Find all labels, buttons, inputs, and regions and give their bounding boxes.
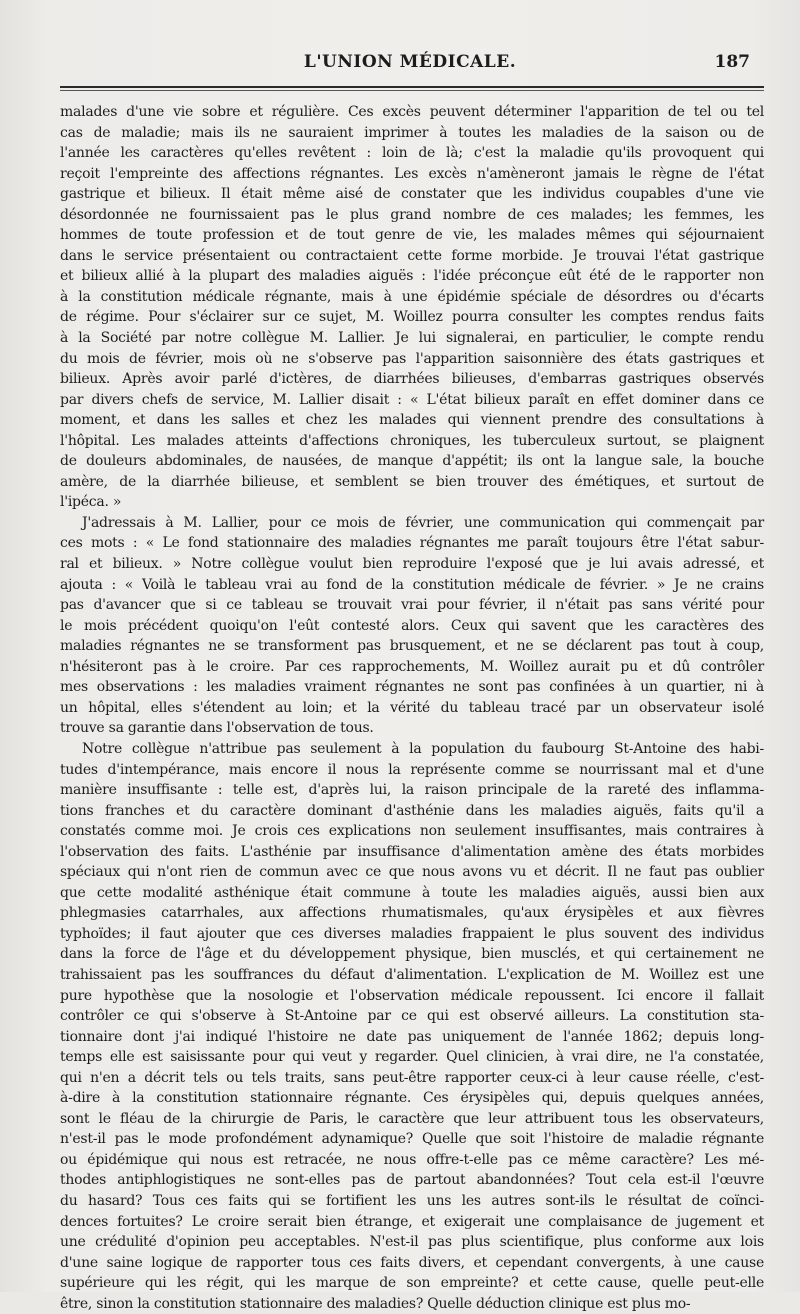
- text-line: à-dire à la constitution stationnaire régnante. Ces érysipèles qui, depuis quelques années,: [60, 1090, 764, 1107]
- text-line: Notre collègue n'attribue pas seulement à la population du faubourg St-Antoine des habi-: [82, 740, 764, 757]
- text-line: ral et bilieux. » Notre collègue voulut bien reproduire l'exposé que je lui avais adressé, et: [60, 556, 764, 573]
- text-line: dences fortuites? Le croire serait bien étrange, et exigerait une complaisance de jugement et: [60, 1213, 764, 1230]
- text-line: désordonnée ne fournissaient pas le plus grand nombre de ces malades; les femmes, les: [60, 206, 764, 223]
- text-line: pas d'avancer que si ce tableau se trouvait vrai pour février, il n'était pas sans vérité pour: [60, 597, 764, 614]
- body-text: [60, 102, 764, 1314]
- paragraph: [60, 513, 764, 739]
- text-line: dans le service présentaient ou contractaient cette forme morbide. Je trouvai l'état gastrique: [60, 247, 764, 264]
- text-line: mes observations : les maladies vraiment régnantes ne sont pas confinées à un quartier, ni à: [60, 679, 764, 696]
- text-line: tions franches et du caractère dominant d'asthénie dans les maladies aiguës, faits qu'il a: [60, 802, 764, 819]
- text-line: maladies régnantes ne se transforment pas brusquement, et ne se déclarent pas tout à coup,: [60, 638, 764, 655]
- text-line: dans la force de l'âge et du développement physique, bien musclés, et qui certainement ne: [60, 946, 764, 963]
- text-line: ces mots : « Le fond stationnaire des maladies régnantes me paraît toujours être l'état sabur-: [60, 535, 764, 552]
- text-line: de douleurs abdominales, de nausées, de manque d'appétit; ils ont la langue sale, la bouche: [60, 453, 764, 470]
- text-line: n'est-il pas le mode profondément adynamique? Quelle que soit l'histoire de maladie régnante: [60, 1131, 764, 1148]
- text-line: d'une saine logique de rapporter tous ces faits divers, et cependant convergents, à une cause: [60, 1254, 764, 1271]
- text-line: du mois de février, mois où ne s'observe pas l'apparition saisonnière des états gastriques et: [60, 350, 764, 367]
- text-line: que cette modalité asthénique était commune à toute les maladies aiguës, aussi bien aux: [60, 884, 764, 901]
- text-line: l'hôpital. Les malades atteints d'affections chroniques, les tuberculeux surtout, se plaignent: [60, 432, 764, 449]
- text-line: trouve sa garantie dans l'observation de tous.: [60, 720, 374, 737]
- text-line: une crédulité d'opinion peu acceptables. N'est-il pas plus scientifique, plus conforme aux lois: [60, 1234, 764, 1251]
- text-line: constatés comme moi. Je crois ces explications non seulement insuffisantes, mais contraires à: [60, 823, 764, 840]
- text-line: cas de maladie; mais ils ne sauraient imprimer à toutes les maladies de la saison ou de: [60, 124, 764, 141]
- paragraph: [60, 102, 764, 513]
- text-line: phlegmasies catarrhales, aux affections rhumatismales, qu'aux érysipèles et aux fièvres: [60, 905, 764, 922]
- text-line: un hôpital, elles s'étendent au loin; et la vérité du tableau tracé par un observateur isolé: [60, 699, 764, 716]
- paragraph: [60, 739, 764, 1314]
- text-line: qui n'en a décrit tels ou tels traits, sans peut-être rapporter ceux-ci à leur cause réelle, c'est-: [60, 1069, 764, 1086]
- text-line: temps elle est saisissante pour qui veut y regarder. Quel clinicien, à vrai dire, ne l'a constatée,: [60, 1049, 764, 1066]
- text-line: manière insuffisante : telle est, d'après lui, la raison principale de la rareté des inflamma-: [60, 782, 764, 799]
- text-line: par divers chefs de service, M. Lallier disait : « L'état bilieux paraît en effet dominer dans ce: [60, 391, 764, 408]
- text-line: l'année les caractères qu'elles revêtent : loin de là; c'est la maladie qu'ils provoquent qui: [60, 145, 764, 162]
- text-line: le mois précédent quoiqu'on l'eût contesté alors. Ceux qui savent que les caractères des: [60, 617, 764, 634]
- text-line: amère, de la diarrhée bilieuse, et semblent se bien trouver des émétiques, et surtout de: [60, 473, 764, 490]
- page-number: 187: [714, 52, 750, 72]
- text-line: tudes d'intempérance, mais encore il nous la représente comme se nourrissant mal et d'une: [60, 761, 764, 778]
- text-line: J'adressais à M. Lallier, pour ce mois de février, une communication qui commençait par: [82, 514, 764, 531]
- text-line: ajouta : « Voilà le tableau vrai au fond de la constitution médicale de février. » Je ne crains: [60, 576, 764, 593]
- header-rule-thin: [60, 90, 764, 91]
- text-line: thodes antiphlogistiques ne sont-elles pas de partout abandonnées? Tout cela est-il l'œuvre: [60, 1172, 764, 1189]
- text-line: hommes de toute profession et de tout genre de vie, les malades mêmes qui séjournaient: [60, 227, 764, 244]
- text-line: de régime. Pour s'éclairer sur ce sujet, M. Woillez pourra consulter les comptes rendus faits: [60, 309, 764, 326]
- text-line: malades d'une vie sobre et régulière. Ces excès peuvent déterminer l'apparition de tel ou tel: [60, 104, 764, 120]
- text-line: typhoïdes; il faut ajouter que ces diverses maladies frappaient le plus souvent des individus: [60, 925, 764, 942]
- text-line: gastrique et bilieux. Il était même aisé de constater que les individus coupables d'une vie: [60, 186, 764, 203]
- text-line: être, sinon la constitution stationnaire des maladies? Quelle déduction clinique est plus mo-: [60, 1295, 691, 1312]
- header-rule: [60, 86, 764, 88]
- page-header: [60, 50, 760, 80]
- text-line: et bilieux allié à la plupart des maladies aiguës : l'idée préconçue eût été de le rapporter non: [60, 268, 764, 285]
- text-line: à la Société par notre collègue M. Lallier. Je lui signalerai, en particulier, le compte rendu: [60, 330, 764, 347]
- running-title: L'UNION MÉDICALE.: [303, 52, 517, 72]
- text-line: tionnaire dont j'ai indiqué l'histoire ne date pas uniquement de l'année 1862; depuis long-: [60, 1028, 764, 1045]
- text-line: contrôler ce qui s'observe à St-Antoine par ce qui est observé ailleurs. La constitution sta-: [60, 1008, 764, 1025]
- text-line: reçoit l'empreinte des affections régnantes. Les excès n'amèneront jamais le règne de l'état: [60, 165, 764, 182]
- text-line: du hasard? Tous ces faits qui se fortifient les uns les autres sont-ils le résultat de coïnci-: [60, 1192, 764, 1209]
- text-line: spéciaux qui n'ont rien de commun avec ce que nous avons vu et décrit. Il ne faut pas oublier: [60, 864, 764, 881]
- text-line: supérieure qui les régit, qui les marque de son empreinte? et cette cause, quelle peut-elle: [60, 1275, 764, 1292]
- text-line: trahissaient pas les souffrances du défaut d'alimentation. L'explication de M. Woillez est une: [60, 966, 764, 983]
- text-line: à la constitution médicale régnante, mais à une épidémie spéciale de désordres ou d'écarts: [60, 288, 764, 305]
- text-line: bilieux. Après avoir parlé d'ictères, de diarrhées bilieuses, d'embarras gastriques observés: [60, 371, 764, 388]
- text-line: moment, et dans les salles et chez les malades qui viennent prendre des consultations à: [60, 412, 764, 429]
- text-line: l'ipéca. »: [60, 494, 122, 511]
- text-line: l'observation des faits. L'asthénie par insuffisance d'alimentation amène des états morbides: [60, 843, 764, 860]
- text-line: sont le fléau de la chirurgie de Paris, le caractère que leur attribuent tous les observateurs,: [60, 1110, 764, 1127]
- text-line: n'hésiteront pas à le croire. Par ces rapprochements, M. Woillez aurait pu et dû contrôler: [60, 658, 764, 675]
- text-line: pure hypothèse que la nosologie et l'observation médicale repoussent. Ici encore il fallait: [60, 987, 764, 1004]
- text-line: ou épidémique qui nous est retracée, ne nous offre-t-elle pas ce même caractère? Les mé-: [60, 1151, 764, 1168]
